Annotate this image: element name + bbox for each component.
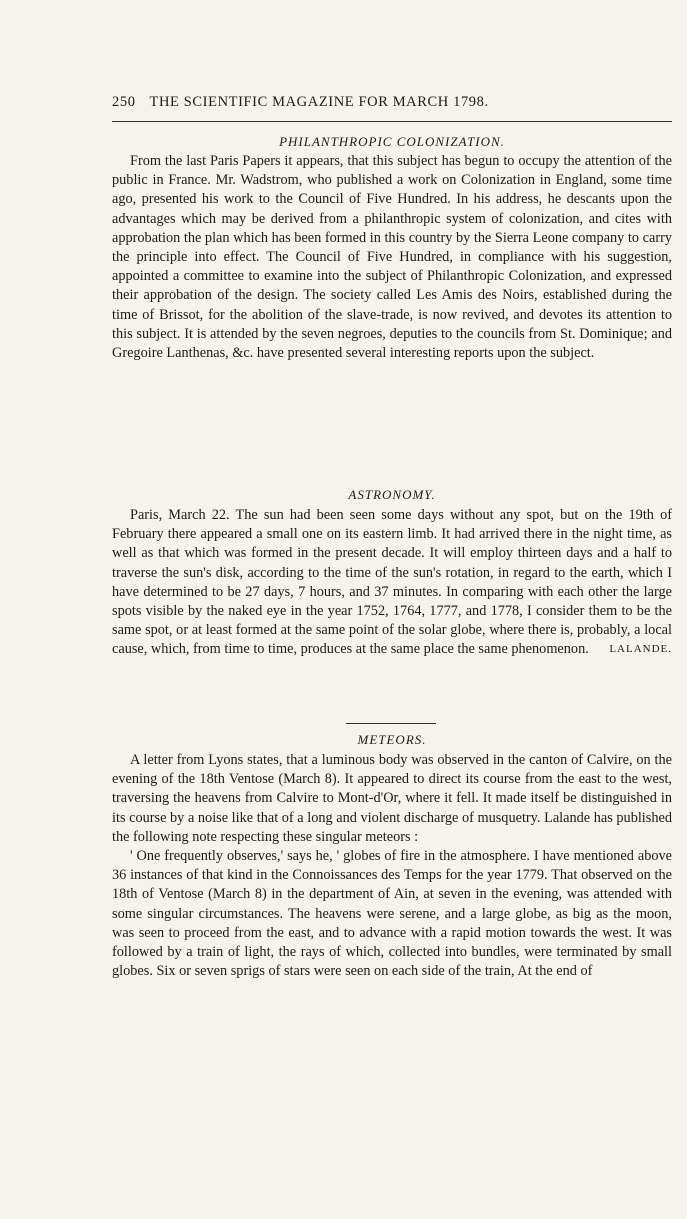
section-body-meteors [112, 751, 672, 981]
section-heading-astronomy: ASTRONOMY. [348, 487, 436, 502]
running-header [112, 94, 672, 111]
header-rule [112, 121, 672, 122]
section-divider [346, 723, 436, 724]
paragraph [112, 506, 672, 660]
section-heading-meteors: METEORS. [357, 732, 427, 747]
signature: LALANDE. [609, 643, 672, 656]
section-body-colonization [112, 152, 672, 363]
running-title: THE SCIENTIFIC MAGAZINE FOR MARCH 1798. [149, 94, 489, 110]
paragraph-text: Paris, March 22. The sun had been seen some days without any spot, but on the 19th of February there appeared a small one on its eastern limb. It had arrived there in the night time, as well as that which was formed in the present decade. It will employ thirteen days and a half to traverse the sun's disk, according to the time of the sun's rotation, in regard to the earth, which I have determined to be 27 days, 7 hours, and 37 minutes. In comparing with each other the large spots visible by the naked eye in the year 1752, 1764, 1777, and 1778, I consider them to be the same spot, or at least formed at the same point of the solar globe, where there is, probably, a local cause, which, from time to time, produces at the same place the same phenomenon. [112, 507, 672, 658]
page-number: 250 [112, 94, 136, 110]
paragraph: ' One frequently observes,' says he, ' globes of fire in the atmosphere. I have mentioned above 36 instances of that kind in the Connoissances des Temps for the year 1779. That observed on the 18th of Ventose (March 8) in the department of Ain, at seven in the evening, was attended with some singular circumstances. The heavens were serene, and a large globe, as big as the moon, was seen to proceed from the east, and to advance with a rapid motion towards the west. It was followed by a train of light, the rays of which, collected into bundles, were terminated by small globes. Six or seven sprigs of stars were seen on each side of the train, At the end of [112, 848, 672, 980]
paragraph: A letter from Lyons states, that a luminous body was observed in the canton of Calvire, on the evening of the 18th Ventose (March 8). It appeared to direct its course from the east to the west, traversing the heavens from Calvire to Mont-d'Or, where it fell. It made itself be distinguished in its course by a noise like that of a long and violent discharge of musquetry. Lalande has published the following note respecting these singular meteors : [112, 752, 672, 845]
paragraph: From the last Paris Papers it appears, that this subject has begun to occupy the attention of the public in France. Mr. Wadstrom, who published a work on Colonization in England, some time ago, presented his work to the Council of Five Hundred. In his address, he descants upon the advantages which may be derived from a philanthropic system of colonization, and cites with approbation the plan which has been formed in this country by the Sierra Leone company to carry the principle into effect. The Council of Five Hundred, in compliance with his suggestion, appointed a committee to examine into the subject of Philanthropic Colonization, and expressed their approbation of the design. The society called Les Amis des Noirs, established during the time of Brissot, for the abolition of the slave-trade, is now revived, and devotes its attention to this subject. It is attended by the seven negroes, deputies to the councils from St. Dominique; and Gregoire Lanthenas, &c. have presented several interesting reports upon the subject. [112, 153, 672, 362]
section-body-astronomy [112, 506, 672, 660]
section-heading-colonization: PHILANTHROPIC COLONIZATION. [279, 134, 505, 149]
